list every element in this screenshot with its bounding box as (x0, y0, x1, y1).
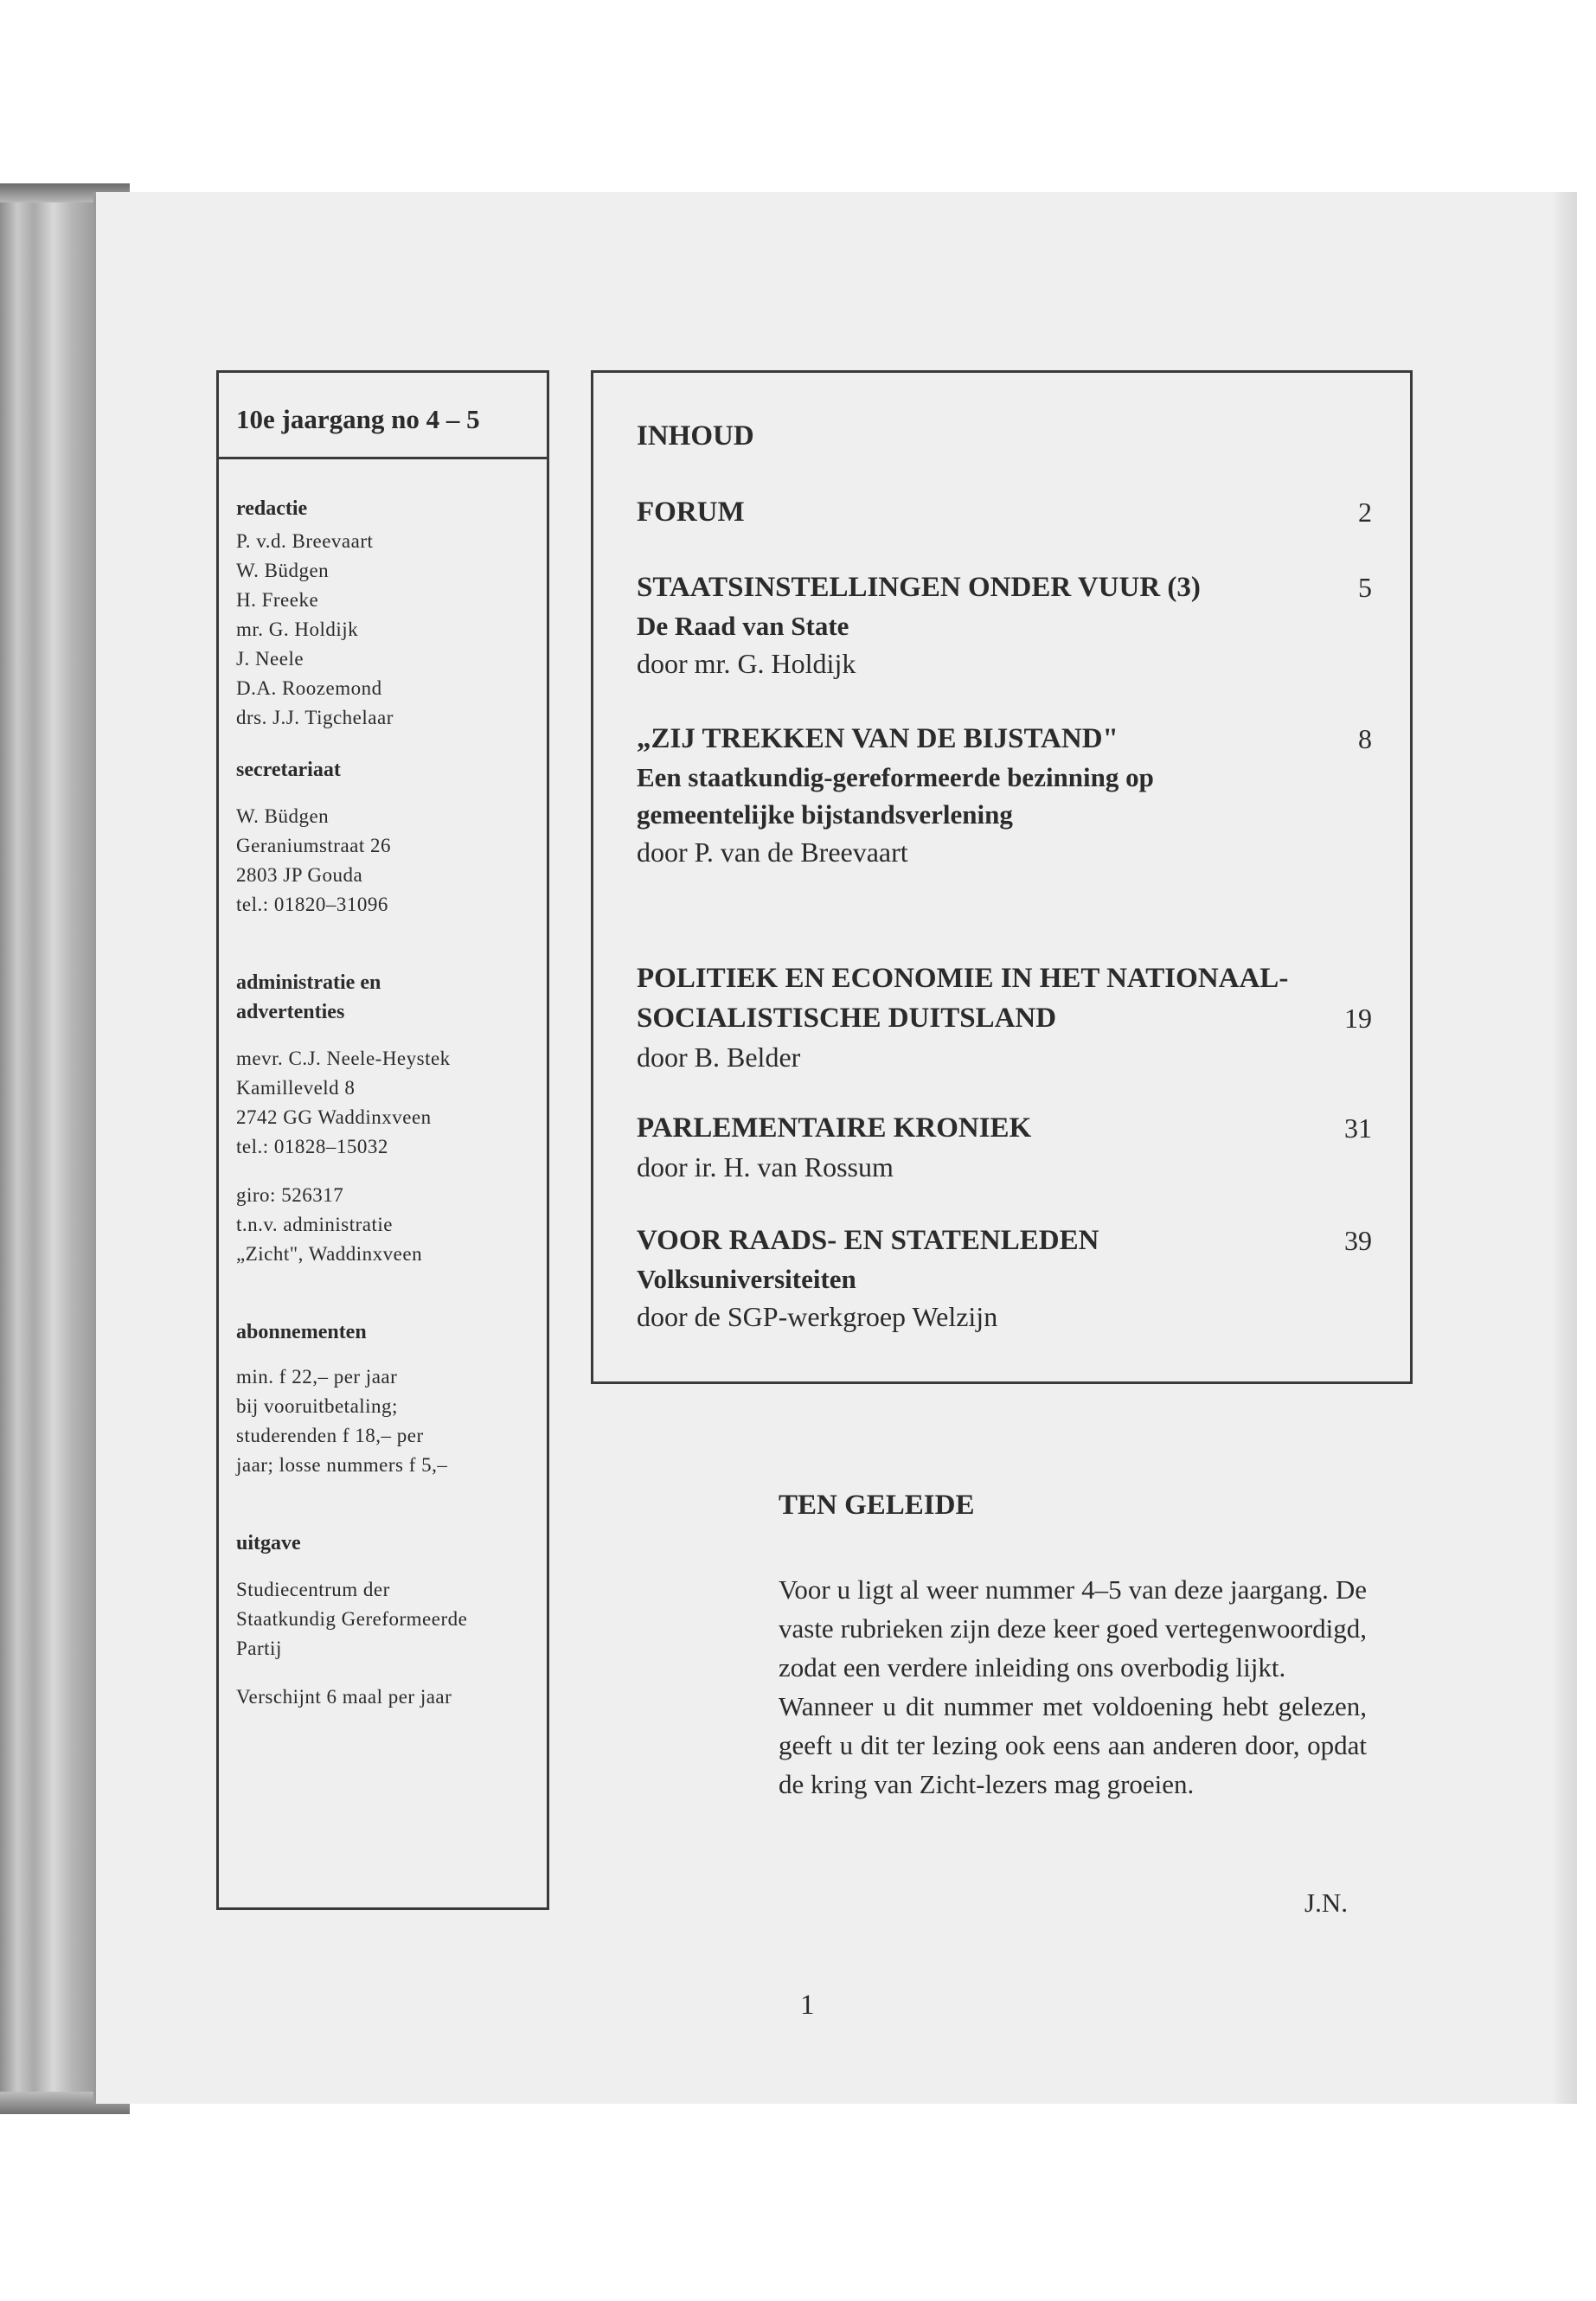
editor-name: mr. G. Holdijk (236, 619, 359, 640)
intro-signature: J.N. (1304, 1888, 1348, 1918)
toc-entry-parlementaire-kroniek[interactable] (637, 1108, 1372, 1186)
toc-entry-author: door ir. H. van Rossum (637, 1151, 894, 1183)
toc-entry-title: „ZIJ TREKKEN VAN DE BIJSTAND" (637, 723, 1118, 754)
abonnementen-line: min. f 22,– per jaar (236, 1366, 398, 1388)
redactie-section (236, 494, 547, 733)
toc-entry-subtitle: Volksuniversiteiten (637, 1264, 856, 1294)
secretariaat-section (236, 755, 547, 920)
giro-line: „Zicht", Waddinxveen (236, 1243, 423, 1265)
toc-entry-page: 2 (1358, 497, 1372, 528)
uitgave-line: Staatkundig Gereformeerde (236, 1608, 468, 1630)
uitgave-line: Partij (236, 1638, 282, 1659)
uitgave-heading: uitgave (236, 1532, 301, 1554)
table-of-contents (591, 370, 1413, 1384)
abonnementen-section (236, 1317, 547, 1480)
abonnementen-heading: abonnementen (236, 1321, 367, 1343)
toc-entry-subtitle: De Raad van State (637, 611, 849, 641)
intro-title: TEN GELEIDE (779, 1490, 975, 1521)
toc-entry-page: 39 (1344, 1225, 1372, 1256)
editor-name: J. Neele (236, 648, 304, 670)
toc-entry-page: 5 (1358, 572, 1372, 603)
redactie-heading: redactie (236, 497, 308, 520)
intro-paragraph: Voor u ligt al weer nummer 4–5 van deze jaargang. De vaste rubrieken zijn deze keer goed vertegenwoordigd, zodat een verdere inleiding ons overbodig lijkt. (779, 1574, 1367, 1682)
secretariaat-line: Geraniumstraat 26 (236, 835, 392, 856)
toc-entry-title: PARLEMENTAIRE KRONIEK (637, 1112, 1032, 1144)
uitgave-line: Studiecentrum der (236, 1579, 390, 1600)
toc-title: INHOUD (637, 420, 754, 452)
giro-line: t.n.v. administratie (236, 1214, 393, 1235)
toc-entry-forum[interactable] (637, 492, 1372, 532)
abonnementen-line: jaar; losse nummers f 5,– (236, 1454, 448, 1476)
toc-entry-title: SOCIALISTISCHE DUITSLAND (637, 1003, 1057, 1034)
toc-entry-page: 8 (1358, 723, 1372, 754)
book-spine (0, 183, 97, 2112)
toc-entry-raads-statenleden[interactable] (637, 1221, 1372, 1336)
colophon-body (219, 459, 547, 1712)
toc-entry-page: 19 (1344, 1003, 1372, 1034)
toc-entry-author: door P. van de Breevaart (637, 836, 908, 868)
administratie-line: tel.: 01828–15032 (236, 1136, 388, 1157)
intro-section (779, 1490, 1367, 1804)
toc-entry-politiek-economie[interactable] (637, 958, 1372, 1076)
toc-entry-title: VOOR RAADS- EN STATENLEDEN (637, 1225, 1099, 1256)
toc-entry-subtitle: Een staatkundig-gereformeerde bezinning op (637, 762, 1154, 792)
toc-entry-author: door B. Belder (637, 1042, 801, 1073)
toc-entry-subtitle: gemeentelijke bijstandsverlening (637, 799, 1013, 830)
secretariaat-heading: secretariaat (236, 759, 341, 781)
page-edge-shadow (1551, 192, 1577, 2104)
administratie-line: 2742 GG Waddinxveen (236, 1106, 432, 1128)
editor-name: H. Freeke (236, 589, 319, 611)
toc-entry-page: 31 (1344, 1112, 1372, 1144)
administratie-heading-line: administratie en (236, 971, 381, 994)
toc-entry-bijstand[interactable] (637, 719, 1372, 871)
editor-name: D.A. Roozemond (236, 677, 382, 699)
abonnementen-line: studerenden f 18,– per (236, 1425, 424, 1446)
administratie-section (236, 968, 547, 1269)
page-number: 1 (800, 1990, 815, 2021)
intro-paragraph: Wanneer u dit nummer met voldoening hebt gelezen, geeft u dit ter lezing ook eens aan anderen door, opdat de kring van Zicht-lezers mag groeien. (779, 1691, 1367, 1799)
editor-name: drs. J.J. Tigchelaar (236, 707, 394, 728)
administratie-line: Kamilleveld 8 (236, 1077, 356, 1099)
toc-entry-author: door mr. G. Holdijk (637, 648, 856, 679)
secretariaat-line: W. Büdgen (236, 805, 330, 827)
administratie-heading-line: advertenties (236, 1001, 345, 1023)
toc-entry-title: POLITIEK EN ECONOMIE IN HET NATIONAAL- (637, 963, 1289, 994)
publication-frequency: Verschijnt 6 maal per jaar (236, 1686, 452, 1708)
editor-name: P. v.d. Breevaart (236, 530, 374, 552)
administratie-line: mevr. C.J. Neele-Heystek (236, 1048, 451, 1069)
colophon-box (216, 370, 549, 1910)
toc-entry-staatsinstellingen[interactable] (637, 567, 1372, 683)
secretariaat-line: tel.: 01820–31096 (236, 894, 388, 915)
toc-entry-title: STAATSINSTELLINGEN ONDER VUUR (3) (637, 572, 1201, 603)
abonnementen-line: bij vooruitbetaling; (236, 1395, 398, 1417)
giro-line: giro: 526317 (236, 1184, 344, 1206)
issue-number: 10e jaargang no 4 – 5 (219, 373, 547, 459)
toc-entry-title: FORUM (637, 497, 745, 528)
toc-entry-author: door de SGP-werkgroep Welzijn (637, 1301, 998, 1332)
secretariaat-line: 2803 JP Gouda (236, 864, 363, 886)
editor-name: W. Büdgen (236, 560, 330, 581)
uitgave-section (236, 1529, 547, 1712)
